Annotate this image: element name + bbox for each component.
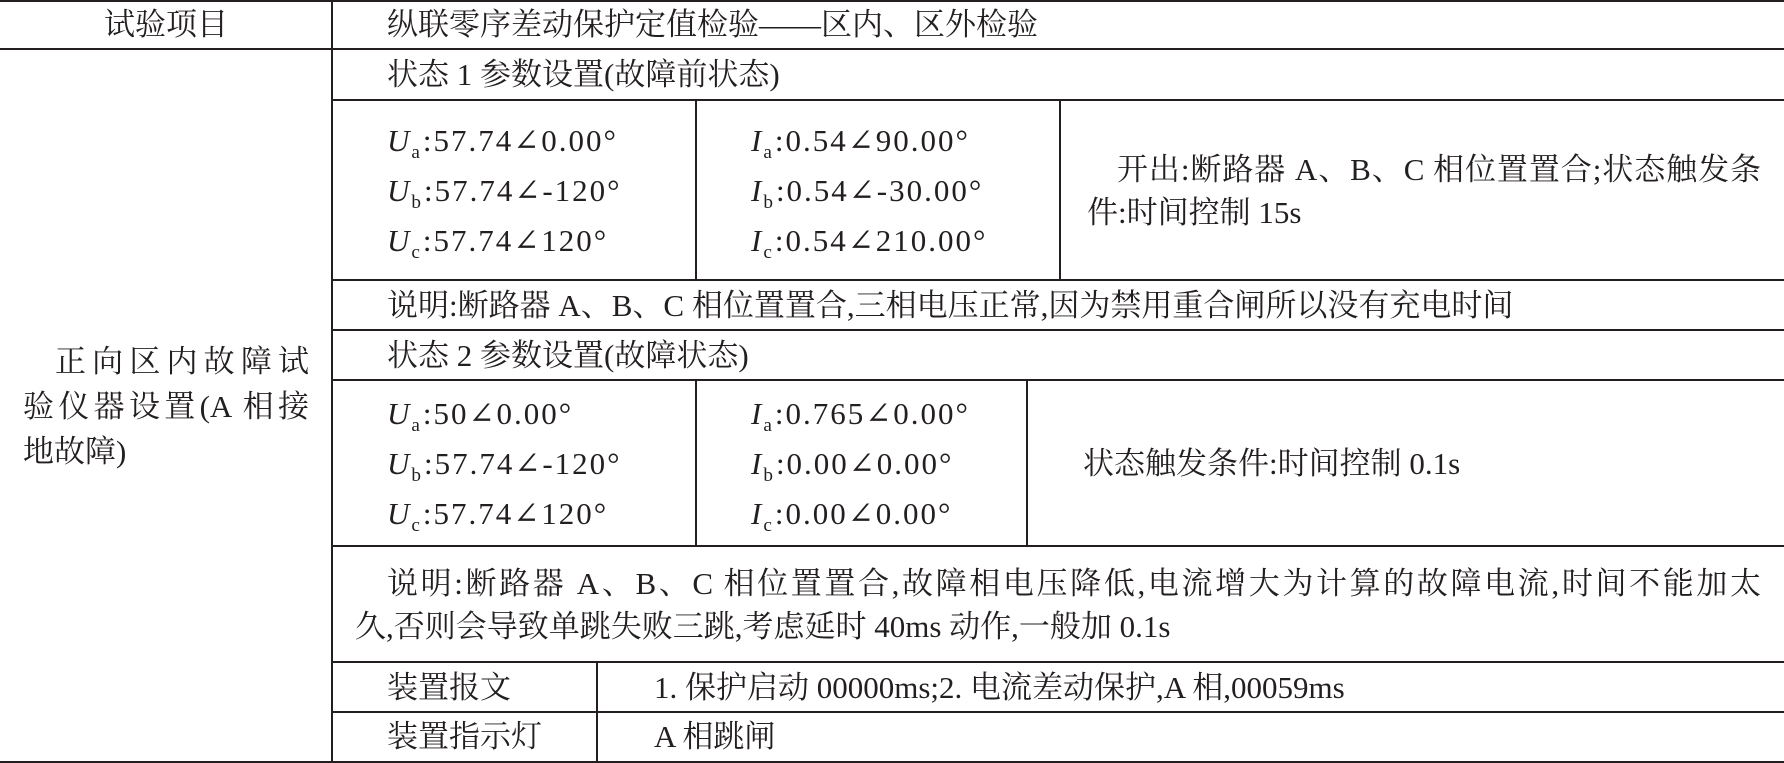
current-phase-a	[751, 116, 987, 166]
state1-note-cell	[332, 281, 1784, 330]
state2-note	[355, 562, 1761, 648]
state1-voltage-cell	[332, 101, 696, 280]
voltage-symbol: U	[387, 222, 410, 258]
phase-subscript: a	[411, 415, 420, 437]
test-item-value-cell	[332, 1, 1784, 49]
state1-note: 说明:断路器 A、B、C 相位置置合,三相电压正常,因为禁用重合闸所以没有充电时间	[387, 287, 1514, 323]
voltage-phase-a	[387, 389, 622, 439]
phase-subscript: c	[411, 242, 420, 264]
current-symbol: I	[751, 172, 762, 208]
test-item-label: 试验项目	[104, 7, 228, 42]
device-report-label-cell	[332, 663, 597, 712]
current-symbol: I	[751, 222, 762, 258]
state2-title-cell	[332, 331, 1784, 380]
state2-note-cell	[332, 547, 1784, 662]
current-value: :0.765∠0.00°	[774, 395, 970, 431]
phase-subscript: b	[411, 465, 421, 487]
state1-title: 状态 1 参数设置(故障前状态)	[387, 57, 780, 92]
phase-subscript: a	[763, 142, 772, 164]
voltage-value: :57.74∠0.00°	[422, 122, 618, 158]
phase-subscript: c	[763, 515, 772, 537]
test-setup-label-line: 验仪器设置(A 相接	[23, 388, 309, 424]
current-symbol: I	[751, 395, 762, 431]
current-value: :0.00∠0.00°	[775, 445, 954, 481]
phase-subscript: a	[763, 415, 772, 437]
state2-note-line: 久,否则会导致单跳失败三跳,考虑延时 40ms 动作,一般加 0.1s	[355, 608, 1171, 644]
current-phase-b	[751, 439, 970, 489]
test-setup-label-line: 地故障)	[23, 433, 127, 469]
state1-output-text	[1087, 148, 1761, 234]
test-setup-label-line: 正向区内故障试	[55, 343, 309, 379]
voltage-symbol: U	[387, 495, 410, 531]
phase-subscript: c	[411, 515, 420, 537]
phase-subscript: c	[763, 242, 772, 264]
device-indicator-label-cell	[332, 713, 597, 761]
current-symbol: I	[751, 445, 762, 481]
phase-subscript: b	[411, 192, 421, 214]
state2-voltage-cell	[332, 381, 696, 546]
device-indicator-value: A 相跳闸	[654, 719, 776, 754]
voltage-symbol: U	[387, 445, 410, 481]
current-symbol: I	[751, 122, 762, 158]
test-item-title: 纵联零序差动保护定值检验——区内、区外检验	[387, 7, 1038, 42]
state1-output-cell	[1061, 101, 1784, 280]
device-report-value-cell	[598, 663, 1784, 712]
state2-note-line: 说明:断路器 A、B、C 相位置置合,故障相电压降低,电流增大为计算的故障电流,时间不能加太	[387, 565, 1761, 601]
voltage-value: :57.74∠120°	[422, 222, 609, 258]
current-symbol: I	[751, 495, 762, 531]
state2-current-cell	[697, 381, 1027, 546]
state1-output-line: 件:时间控制 15s	[1087, 194, 1302, 230]
state1-title-cell	[332, 50, 1784, 100]
state1-current-list	[751, 116, 987, 266]
state2-current-list	[751, 389, 970, 539]
device-indicator-value-cell	[598, 713, 1784, 761]
current-value: :0.54∠90.00°	[774, 122, 970, 158]
current-phase-c	[751, 216, 987, 266]
current-value: :0.00∠0.00°	[774, 495, 953, 531]
phase-subscript: b	[763, 192, 773, 214]
voltage-phase-c	[387, 216, 622, 266]
state1-voltage-list	[387, 116, 622, 266]
device-report-label: 装置报文	[387, 669, 511, 705]
test-setup-label	[23, 339, 309, 474]
device-indicator-label: 装置指示灯	[387, 719, 542, 754]
test-item-label-cell	[0, 1, 332, 49]
state1-output-line: 开出:断路器 A、B、C 相位置置合;状态触发条	[1117, 151, 1761, 187]
voltage-phase-c	[387, 489, 622, 539]
voltage-phase-a	[387, 116, 622, 166]
current-phase-a	[751, 389, 970, 439]
state2-trigger: 状态触发条件:时间控制 0.1s	[1083, 445, 1461, 481]
current-value: :0.54∠210.00°	[774, 222, 988, 258]
voltage-symbol: U	[387, 122, 410, 158]
phase-subscript: b	[763, 465, 773, 487]
voltage-phase-b	[387, 439, 622, 489]
state1-current-cell	[697, 101, 1060, 280]
device-report-value: 1. 保护启动 00000ms;2. 电流差动保护,A 相,00059ms	[654, 669, 1345, 705]
voltage-phase-b	[387, 166, 622, 216]
state2-voltage-list	[387, 389, 622, 539]
current-phase-c	[751, 489, 970, 539]
current-phase-b	[751, 166, 987, 216]
state2-title: 状态 2 参数设置(故障状态)	[387, 337, 749, 373]
voltage-value: :57.74∠-120°	[424, 445, 622, 481]
phase-subscript: a	[411, 142, 420, 164]
voltage-symbol: U	[387, 172, 410, 208]
voltage-symbol: U	[387, 395, 410, 431]
voltage-value: :57.74∠-120°	[424, 172, 622, 208]
current-value: :0.54∠-30.00°	[775, 172, 984, 208]
state2-trigger-cell	[1028, 381, 1784, 546]
voltage-value: :57.74∠120°	[422, 495, 609, 531]
test-setup-label-cell	[0, 50, 332, 762]
voltage-value: :50∠0.00°	[422, 395, 574, 431]
